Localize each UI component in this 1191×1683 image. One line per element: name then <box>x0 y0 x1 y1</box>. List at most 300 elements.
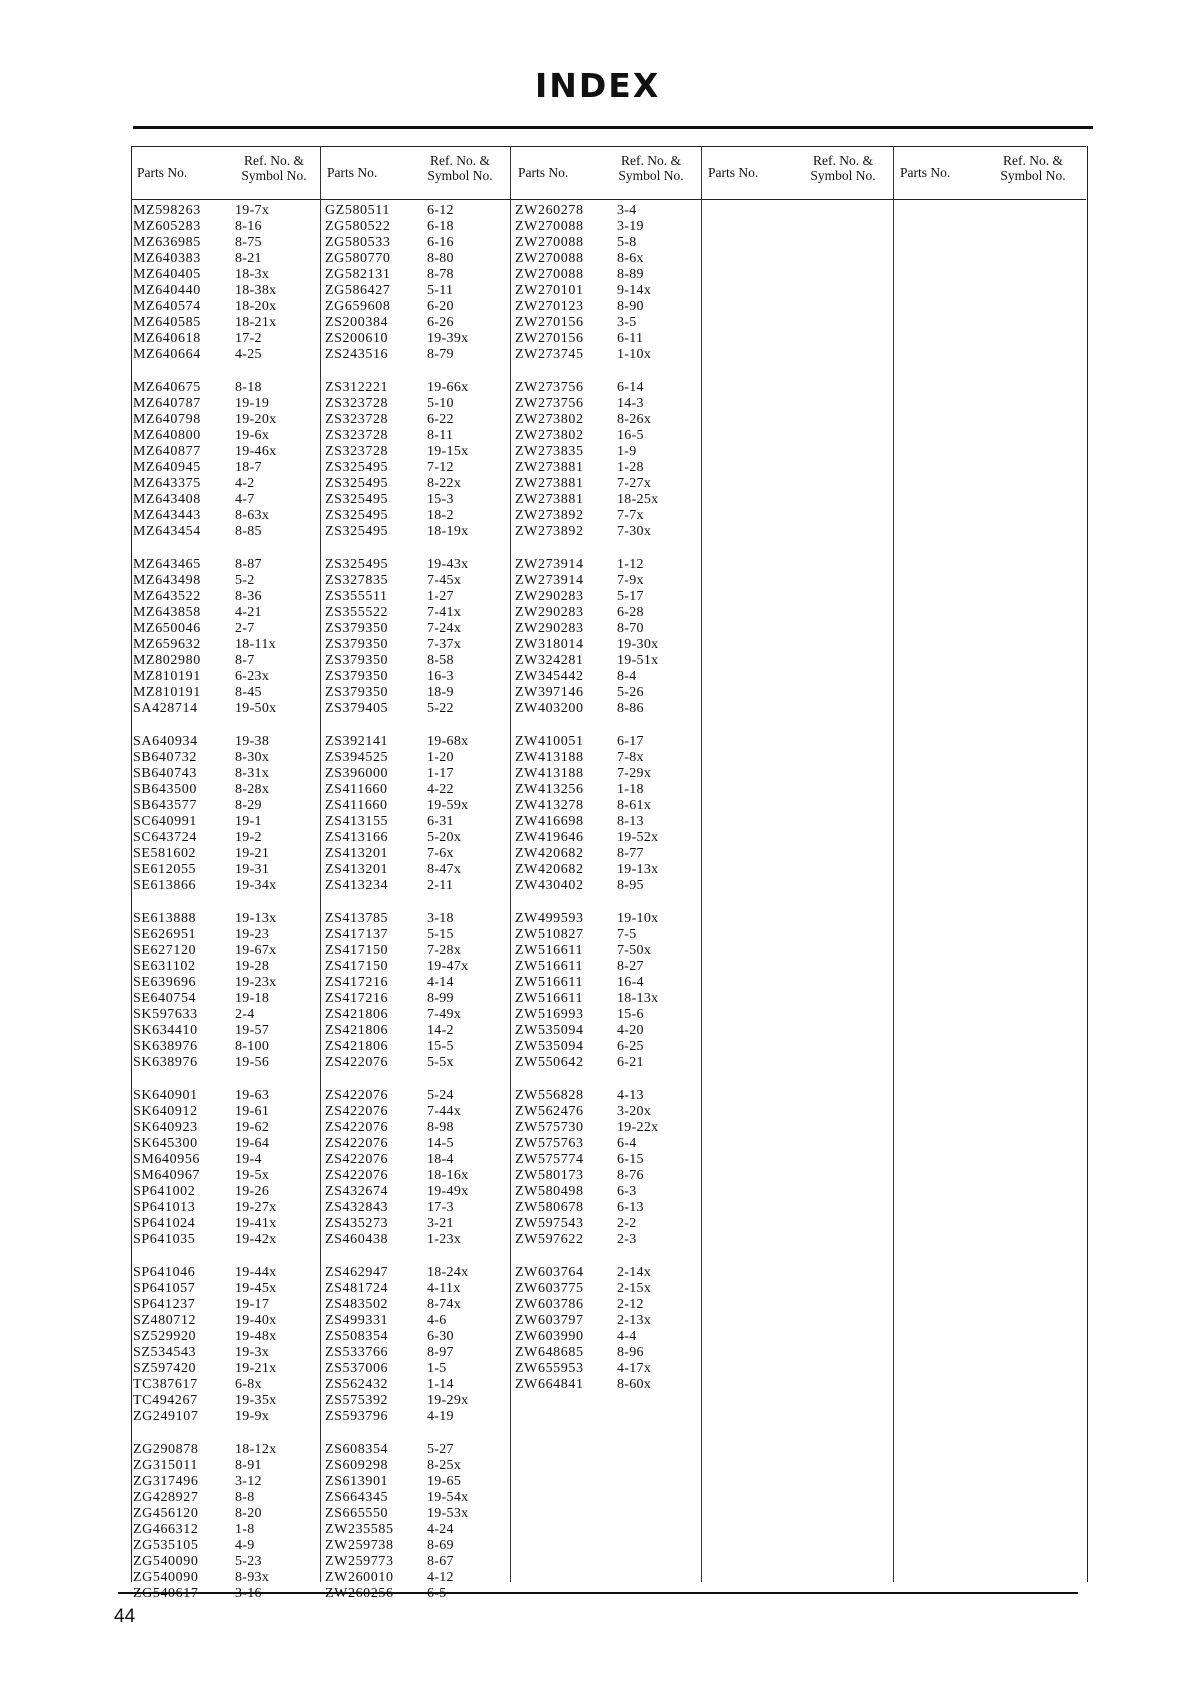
ref-symbol-number: 8-93x <box>235 1570 270 1585</box>
index-row <box>133 798 321 814</box>
parts-number: ZW235585 <box>325 1522 394 1537</box>
ref-symbol-number: 6-16 <box>427 235 454 250</box>
header-ref-no: Ref. No. & Symbol No. <box>618 153 684 183</box>
parts-number: ZS325495 <box>325 524 389 539</box>
index-row <box>515 315 703 331</box>
index-row <box>515 1136 703 1152</box>
ref-symbol-number: 7-8x <box>617 750 644 765</box>
parts-number: ZW575774 <box>515 1152 584 1167</box>
index-row <box>325 589 513 605</box>
index-group <box>515 1088 703 1248</box>
index-row <box>133 444 321 460</box>
ref-symbol-number: 8-58 <box>427 653 454 668</box>
ref-symbol-number: 4-13 <box>617 1088 644 1103</box>
parts-number: ZW270123 <box>515 299 584 314</box>
ref-symbol-number: 6-25 <box>617 1039 644 1054</box>
index-row <box>325 1490 513 1506</box>
parts-number: ZS392141 <box>325 734 389 749</box>
index-row <box>515 621 703 637</box>
parts-number: ZW413188 <box>515 750 584 765</box>
index-row <box>133 1055 321 1071</box>
ref-symbol-number: 6-30 <box>427 1329 454 1344</box>
ref-symbol-number: 16-3 <box>427 669 454 684</box>
index-row <box>325 203 513 219</box>
ref-symbol-number: 6-26 <box>427 315 454 330</box>
parts-number: MZ659632 <box>133 637 201 652</box>
ref-symbol-number: 5-2 <box>235 573 255 588</box>
parts-number: SZ529920 <box>133 1329 197 1344</box>
ref-symbol-number: 8-31x <box>235 766 270 781</box>
parts-number: MZ640383 <box>133 251 201 266</box>
index-row <box>133 750 321 766</box>
ref-symbol-number: 3-5 <box>617 315 637 330</box>
index-group <box>515 380 703 540</box>
index-row <box>515 975 703 991</box>
ref-symbol-number: 19-28 <box>235 959 270 974</box>
index-row <box>133 1281 321 1297</box>
parts-number: MZ650046 <box>133 621 201 636</box>
parts-number: ZW580173 <box>515 1168 584 1183</box>
index-row <box>515 267 703 283</box>
index-row <box>133 1265 321 1281</box>
ref-symbol-number: 8-89 <box>617 267 644 282</box>
index-row <box>325 315 513 331</box>
parts-number: MZ598263 <box>133 203 201 218</box>
header-parts-no: Parts No. <box>708 165 759 180</box>
index-row <box>515 830 703 846</box>
ref-symbol-number: 4-21 <box>235 605 262 620</box>
ref-symbol-number: 7-24x <box>427 621 462 636</box>
ref-symbol-number: 18-13x <box>617 991 659 1006</box>
parts-number: SK645300 <box>133 1136 198 1151</box>
ref-symbol-number: 1-9 <box>617 444 637 459</box>
ref-symbol-number: 19-59x <box>427 798 469 813</box>
ref-symbol-number: 8-11 <box>427 428 454 443</box>
index-row <box>515 1313 703 1329</box>
ref-symbol-number: 19-48x <box>235 1329 277 1344</box>
index-row <box>325 637 513 653</box>
ref-symbol-number: 19-23x <box>235 975 277 990</box>
parts-number: ZS417216 <box>325 975 389 990</box>
index-row <box>515 428 703 444</box>
ref-symbol-number: 8-60x <box>617 1377 652 1392</box>
index-row <box>133 1345 321 1361</box>
index-group <box>133 557 321 717</box>
index-row <box>515 1377 703 1393</box>
index-group <box>133 1088 321 1248</box>
parts-number: ZS413166 <box>325 830 389 845</box>
index-row <box>133 637 321 653</box>
column-divider <box>893 146 894 1582</box>
ref-symbol-number: 3-12 <box>235 1474 262 1489</box>
parts-number: ZS411660 <box>325 782 388 797</box>
header-parts-no: Parts No. <box>327 165 378 180</box>
parts-number: ZG540090 <box>133 1570 199 1585</box>
parts-number: ZW516993 <box>515 1007 584 1022</box>
ref-symbol-number: 8-20 <box>235 1506 262 1521</box>
ref-symbol-number: 19-47x <box>427 959 469 974</box>
index-row <box>515 991 703 1007</box>
index-row <box>515 637 703 653</box>
parts-number: SC640991 <box>133 814 197 829</box>
index-row <box>133 943 321 959</box>
ref-symbol-number: 2-3 <box>617 1232 637 1247</box>
ref-symbol-number: 1-12 <box>617 557 644 572</box>
index-row <box>133 878 321 894</box>
parts-number: ZW535094 <box>515 1039 584 1054</box>
index-row <box>325 685 513 701</box>
index-row <box>133 1023 321 1039</box>
parts-number: MZ640945 <box>133 460 201 475</box>
ref-symbol-number: 18-2 <box>427 508 454 523</box>
index-row <box>515 1055 703 1071</box>
ref-symbol-number: 2-4 <box>235 1007 255 1022</box>
parts-number: ZW413256 <box>515 782 584 797</box>
index-row <box>515 1361 703 1377</box>
ref-symbol-number: 15-6 <box>617 1007 644 1022</box>
ref-symbol-number: 19-44x <box>235 1265 277 1280</box>
ref-symbol-number: 19-22x <box>617 1120 659 1135</box>
ref-symbol-number: 4-25 <box>235 347 262 362</box>
index-row <box>133 1442 321 1458</box>
ref-symbol-number: 8-95 <box>617 878 644 893</box>
parts-number: ZS323728 <box>325 444 389 459</box>
parts-number: ZW420682 <box>515 862 584 877</box>
ref-symbol-number: 19-66x <box>427 380 469 395</box>
parts-number: ZW575763 <box>515 1136 584 1151</box>
index-row <box>133 782 321 798</box>
ref-symbol-number: 19-64 <box>235 1136 270 1151</box>
parts-number: ZS413155 <box>325 814 389 829</box>
index-row <box>133 1088 321 1104</box>
parts-number <box>133 1586 235 1602</box>
index-row <box>133 975 321 991</box>
ref-symbol-number: 5-22 <box>427 701 454 716</box>
ref-symbol-number: 6-17 <box>617 734 644 749</box>
ref-symbol-number: 5-24 <box>427 1088 454 1103</box>
ref-symbol-number: 8-98 <box>427 1120 454 1135</box>
index-row <box>325 1393 513 1409</box>
parts-number: SK640923 <box>133 1120 198 1135</box>
parts-number: SB640743 <box>133 766 197 781</box>
index-row <box>133 701 321 717</box>
ref-symbol-number: 6-11 <box>617 331 644 346</box>
ref-symbol-number: 19-1 <box>235 814 262 829</box>
parts-number: ZW410051 <box>515 734 584 749</box>
parts-number: SZ597420 <box>133 1361 197 1376</box>
index-row <box>133 219 321 235</box>
index-row <box>133 959 321 975</box>
index-row <box>325 396 513 412</box>
ref-symbol-number: 1-28 <box>617 460 644 475</box>
parts-number: ZG582131 <box>325 267 391 282</box>
parts-number: ZW603786 <box>515 1297 584 1312</box>
index-row <box>515 1200 703 1216</box>
index-row <box>515 1168 703 1184</box>
header-ref-no: Ref. No. & Symbol No. <box>810 153 876 183</box>
ref-symbol-number: 1-18 <box>617 782 644 797</box>
ref-symbol-number: 8-45 <box>235 685 262 700</box>
index-row <box>515 782 703 798</box>
index-row <box>325 1409 513 1425</box>
parts-number: ZW580678 <box>515 1200 584 1215</box>
parts-number: ZS421806 <box>325 1039 389 1054</box>
ref-symbol-number: 6-4 <box>617 1136 637 1151</box>
index-row <box>515 508 703 524</box>
parts-number: ZW413278 <box>515 798 584 813</box>
parts-number: SM640956 <box>133 1152 201 1167</box>
ref-symbol-number: 19-19 <box>235 396 270 411</box>
index-row <box>133 1522 321 1538</box>
ref-symbol-number: 2-14x <box>617 1265 652 1280</box>
ref-symbol-number: 8-80 <box>427 251 454 266</box>
ref-symbol-number: 19-50x <box>235 701 277 716</box>
parts-number: ZW270088 <box>515 267 584 282</box>
index-row <box>515 701 703 717</box>
parts-number: ZW535094 <box>515 1023 584 1038</box>
index-row <box>325 444 513 460</box>
index-group <box>325 557 513 717</box>
parts-number: SE640754 <box>133 991 197 1006</box>
ref-symbol-number: 4-11x <box>427 1281 461 1296</box>
parts-number: ZW556828 <box>515 1088 584 1103</box>
parts-number: ZW655953 <box>515 1361 584 1376</box>
ref-symbol-number: 19-13x <box>617 862 659 877</box>
parts-number: ZS562432 <box>325 1377 389 1392</box>
parts-number: ZW259738 <box>325 1538 394 1553</box>
parts-number: ZS417137 <box>325 927 389 942</box>
parts-number: ZG535105 <box>133 1538 199 1553</box>
parts-number: MZ643454 <box>133 524 201 539</box>
ref-symbol-number: 19-6x <box>235 428 270 443</box>
ref-symbol-number: 8-29 <box>235 798 262 813</box>
ref-symbol-number: 5-11 <box>427 283 454 298</box>
parts-number: SM640967 <box>133 1168 201 1183</box>
index-row <box>325 1361 513 1377</box>
ref-symbol-number: 7-6x <box>427 846 454 861</box>
ref-symbol-number: 6-20 <box>427 299 454 314</box>
index-row <box>133 380 321 396</box>
ref-symbol-number: 3-18 <box>427 911 454 926</box>
index-row <box>515 1039 703 1055</box>
top-rule <box>133 126 1093 129</box>
ref-symbol-number: 6-23x <box>235 669 270 684</box>
index-row <box>325 1570 513 1586</box>
index-row <box>515 573 703 589</box>
index-row <box>325 734 513 750</box>
parts-number: ZW259773 <box>325 1554 394 1569</box>
index-row <box>133 428 321 444</box>
ref-symbol-number: 8-75 <box>235 235 262 250</box>
parts-number: ZS325495 <box>325 460 389 475</box>
header-ref-no: Ref. No. & Symbol No. <box>427 153 493 183</box>
index-column-1 <box>133 198 321 1619</box>
index-row <box>515 524 703 540</box>
index-row <box>325 283 513 299</box>
ref-symbol-number: 1-10x <box>617 347 652 362</box>
index-row <box>325 557 513 573</box>
ref-symbol-number: 3-4 <box>617 203 637 218</box>
index-row <box>325 1281 513 1297</box>
ref-symbol-number: 8-30x <box>235 750 270 765</box>
index-row <box>133 669 321 685</box>
parts-number: ZW516611 <box>515 959 584 974</box>
ref-symbol-number: 5-10 <box>427 396 454 411</box>
parts-number: ZS413201 <box>325 846 389 861</box>
parts-number: ZS608354 <box>325 1442 389 1457</box>
index-row <box>515 492 703 508</box>
ref-symbol-number: 19-65 <box>427 1474 462 1489</box>
parts-number: ZS379405 <box>325 701 389 716</box>
parts-number: ZW420682 <box>515 846 584 861</box>
index-row <box>515 1216 703 1232</box>
parts-number: ZW648685 <box>515 1345 584 1360</box>
parts-number: MZ640664 <box>133 347 201 362</box>
ref-symbol-number: 19-40x <box>235 1313 277 1328</box>
index-row <box>133 573 321 589</box>
ref-symbol-number: 8-91 <box>235 1458 262 1473</box>
ref-symbol-number: 4-6 <box>427 1313 447 1328</box>
index-row <box>133 766 321 782</box>
parts-number: ZS508354 <box>325 1329 389 1344</box>
parts-number: MZ810191 <box>133 669 201 684</box>
parts-number: ZS481724 <box>325 1281 389 1296</box>
index-row <box>325 380 513 396</box>
index-row <box>133 347 321 363</box>
index-row <box>325 1297 513 1313</box>
index-row <box>133 589 321 605</box>
parts-number: MZ636985 <box>133 235 201 250</box>
parts-number: ZG456120 <box>133 1506 199 1521</box>
parts-number: SE631102 <box>133 959 196 974</box>
index-row <box>325 1055 513 1071</box>
index-row <box>515 557 703 573</box>
index-row <box>325 267 513 283</box>
parts-number: ZS379350 <box>325 621 389 636</box>
parts-number: ZS462947 <box>325 1265 389 1280</box>
ref-symbol-number: 5-27 <box>427 1442 454 1457</box>
parts-number: ZW290283 <box>515 605 584 620</box>
parts-number: ZS379350 <box>325 669 389 684</box>
ref-symbol-number: 19-52x <box>617 830 659 845</box>
parts-number: ZW270156 <box>515 315 584 330</box>
ref-symbol-number: 6-22 <box>427 412 454 427</box>
parts-number: ZG540090 <box>133 1554 199 1569</box>
parts-number: ZW273914 <box>515 573 584 588</box>
index-row <box>325 927 513 943</box>
parts-number: ZS432674 <box>325 1184 389 1199</box>
ref-symbol-number: 16-5 <box>617 428 644 443</box>
parts-number: MZ640405 <box>133 267 201 282</box>
ref-symbol-number: 19-67x <box>235 943 277 958</box>
parts-number: ZG580522 <box>325 219 391 234</box>
index-row <box>325 862 513 878</box>
index-row <box>515 219 703 235</box>
index-row <box>515 347 703 363</box>
index-row <box>133 1152 321 1168</box>
index-row <box>133 524 321 540</box>
parts-number: ZW273881 <box>515 476 584 491</box>
index-row <box>325 508 513 524</box>
index-row <box>515 460 703 476</box>
parts-number: ZS413201 <box>325 862 389 877</box>
parts-number: SP641013 <box>133 1200 196 1215</box>
index-row <box>133 1168 321 1184</box>
index-row <box>133 203 321 219</box>
ref-symbol-number: 7-7x <box>617 508 644 523</box>
parts-number: ZS243516 <box>325 347 389 362</box>
ref-symbol-number: 6-8x <box>235 1377 262 1392</box>
ref-symbol-number: 8-87 <box>235 557 262 572</box>
index-row <box>515 235 703 251</box>
ref-symbol-number: 18-20x <box>235 299 277 314</box>
ref-symbol-number: 6-14 <box>617 380 644 395</box>
index-row <box>325 605 513 621</box>
parts-number: ZW273802 <box>515 412 584 427</box>
parts-number: SK634410 <box>133 1023 198 1038</box>
index-group <box>133 1442 321 1602</box>
ref-symbol-number: 6-15 <box>617 1152 644 1167</box>
index-row <box>325 1104 513 1120</box>
parts-number: ZS575392 <box>325 1393 389 1408</box>
parts-number: ZS609298 <box>325 1458 389 1473</box>
index-row <box>325 1023 513 1039</box>
index-row <box>325 524 513 540</box>
parts-number: ZS421806 <box>325 1023 389 1038</box>
parts-number: ZS613901 <box>325 1474 389 1489</box>
ref-symbol-number: 8-4 <box>617 669 637 684</box>
ref-symbol-number: 7-41x <box>427 605 462 620</box>
index-row <box>325 412 513 428</box>
parts-number: MZ810191 <box>133 685 201 700</box>
ref-symbol-number: 7-30x <box>617 524 652 539</box>
ref-symbol-number: 18-25x <box>617 492 659 507</box>
ref-symbol-number: 19-51x <box>617 653 659 668</box>
parts-number: ZS422076 <box>325 1168 389 1183</box>
ref-symbol-number: 3-19 <box>617 219 644 234</box>
ref-symbol-number: 18-19x <box>427 524 469 539</box>
parts-number: ZW270088 <box>515 251 584 266</box>
parts-number: MZ643522 <box>133 589 201 604</box>
index-row <box>133 1329 321 1345</box>
parts-number: ZW270156 <box>515 331 584 346</box>
ref-symbol-number: 18-12x <box>235 1442 277 1457</box>
parts-number: ZW273802 <box>515 428 584 443</box>
ref-symbol-number: 19-39x <box>427 331 469 346</box>
ref-symbol-number: 1-5 <box>427 1361 447 1376</box>
index-row <box>133 1216 321 1232</box>
index-group <box>515 557 703 717</box>
index-row <box>325 1232 513 1248</box>
parts-number: ZS327835 <box>325 573 389 588</box>
ref-symbol-number: 19-41x <box>235 1216 277 1231</box>
ref-symbol-number: 19-54x <box>427 1490 469 1505</box>
parts-number: ZS422076 <box>325 1120 389 1135</box>
index-row <box>325 347 513 363</box>
parts-number: ZW345442 <box>515 669 584 684</box>
parts-number: SB643500 <box>133 782 197 797</box>
index-row <box>515 911 703 927</box>
ref-symbol-number: 1-27 <box>427 589 454 604</box>
index-row <box>325 460 513 476</box>
index-row <box>515 685 703 701</box>
ref-symbol-number: 8-99 <box>427 991 454 1006</box>
index-group <box>515 1265 703 1393</box>
ref-symbol-number: 8-18 <box>235 380 262 395</box>
index-group <box>133 734 321 894</box>
index-row <box>515 878 703 894</box>
ref-symbol-number: 19-21 <box>235 846 270 861</box>
